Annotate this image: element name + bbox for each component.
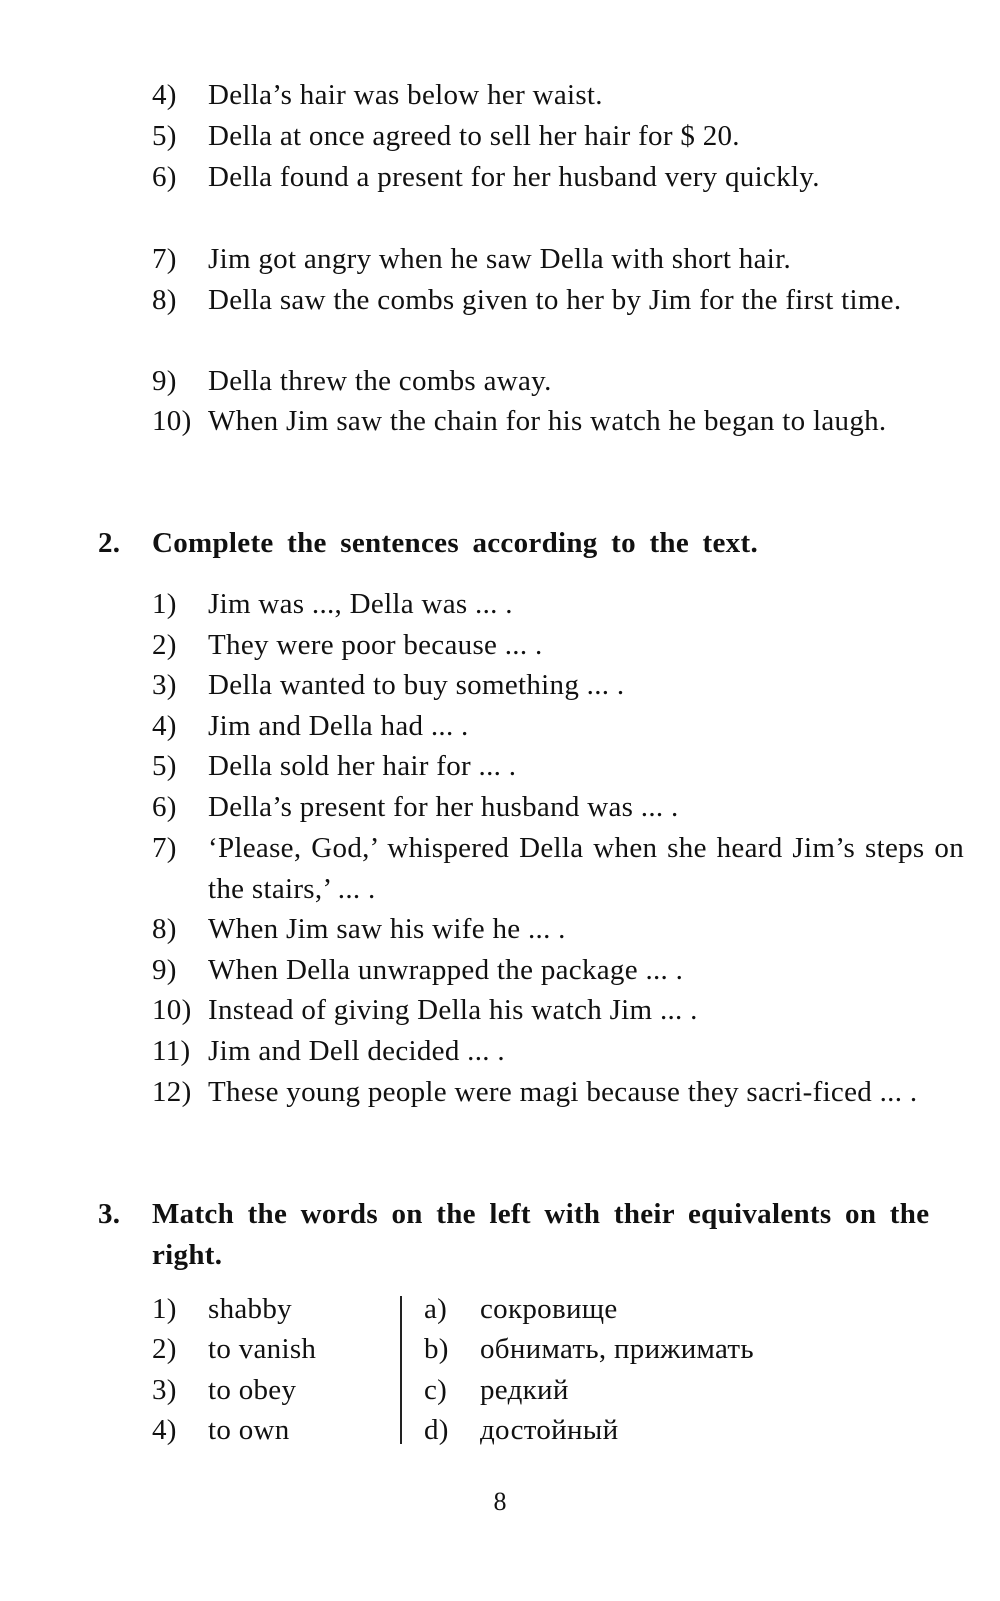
list-item [152, 75, 964, 116]
item-number: 9) [152, 365, 177, 397]
list-item [152, 401, 964, 442]
item-text: Instead of giving Della his watch Jim ... . [208, 994, 698, 1026]
exercise-number: 3. [98, 1198, 121, 1230]
item-text: to obey [208, 1374, 297, 1406]
list-item [152, 787, 964, 828]
item-number: 8) [152, 284, 177, 316]
match-right-item [424, 1370, 964, 1411]
item-number: 1) [152, 1293, 177, 1325]
match-left-item [152, 1410, 402, 1451]
item-letter: c) [424, 1374, 448, 1406]
item-text: обнимать, прижимать [480, 1333, 754, 1365]
list-item [152, 1031, 964, 1072]
list-item [152, 950, 964, 991]
match-right-item [424, 1410, 964, 1451]
list-item [152, 361, 964, 402]
list-item [152, 625, 964, 666]
item-number: 6) [152, 791, 177, 823]
list-item [152, 665, 964, 706]
list-item [152, 584, 964, 625]
list-item [152, 239, 964, 280]
item-number: 7) [152, 832, 177, 864]
item-text: Della’s present for her husband was ... . [208, 791, 679, 823]
item-text: Della sold her hair for ... . [208, 750, 517, 782]
exercise-number: 2. [98, 527, 121, 559]
item-text: to own [208, 1414, 290, 1446]
item-number: 3) [152, 1374, 177, 1406]
item-text: Jim was ..., Della was ... . [208, 588, 513, 620]
match-left-item [152, 1289, 402, 1330]
item-text: Jim and Dell decided ... . [208, 1035, 505, 1067]
exercise-title: Match the words on the left with their equivalents on the right. [152, 1198, 930, 1271]
item-number: 10) [152, 994, 192, 1026]
item-text: Della saw the combs given to her by Jim for the first time. [208, 284, 902, 316]
item-text: Della threw the combs away. [208, 365, 552, 397]
item-text: When Jim saw his wife he ... . [208, 913, 566, 945]
list-item [152, 990, 964, 1031]
item-text: Della found a present for her husband very quickly. [208, 161, 820, 193]
item-letter: a) [424, 1293, 448, 1325]
item-text: Jim and Della had ... . [208, 710, 469, 742]
match-left-item [152, 1370, 402, 1411]
item-number: 2) [152, 629, 177, 661]
item-text: shabby [208, 1293, 292, 1325]
item-number: 9) [152, 954, 177, 986]
item-text: When Della unwrapped the package ... . [208, 954, 684, 986]
item-number: 12) [152, 1076, 192, 1108]
item-number: 11) [152, 1035, 191, 1067]
column-divider [400, 1296, 402, 1444]
item-number: 1) [152, 588, 177, 620]
list-item [152, 116, 964, 157]
item-text: сокровище [480, 1293, 618, 1325]
list-item [152, 1072, 964, 1113]
item-number: 4) [152, 710, 177, 742]
item-text: Della wanted to buy something ... . [208, 669, 625, 701]
item-number: 8) [152, 913, 177, 945]
item-letter: b) [424, 1333, 449, 1365]
list-item [152, 706, 964, 747]
item-letter: d) [424, 1414, 449, 1446]
exercise-title: Complete the sentences according to the text. [152, 527, 758, 559]
item-text: достойный [480, 1414, 619, 1446]
list-item [152, 157, 964, 198]
item-number: 3) [152, 669, 177, 701]
list-item [152, 280, 964, 321]
list-item [152, 746, 964, 787]
list-item [152, 909, 964, 950]
item-number: 5) [152, 750, 177, 782]
exercise-heading [98, 523, 964, 564]
item-text: They were poor because ... . [208, 629, 543, 661]
item-number: 5) [152, 120, 177, 152]
item-text: Della at once agreed to sell her hair for $ 20. [208, 120, 740, 152]
match-right-item [424, 1289, 964, 1330]
match-right-item [424, 1329, 964, 1370]
item-number: 10) [152, 405, 192, 437]
item-text: These young people were magi because they sacri-ficed ... . [208, 1076, 918, 1108]
item-text: Della’s hair was below her waist. [208, 79, 603, 111]
item-number: 4) [152, 1414, 177, 1446]
item-text: ‘Please, God,’ whispered Della when she heard Jim’s steps on the stairs,’ ... . [208, 832, 964, 905]
item-text: to vanish [208, 1333, 317, 1365]
list-item [152, 828, 964, 910]
item-number: 6) [152, 161, 177, 193]
item-text: When Jim saw the chain for his watch he began to laugh. [208, 405, 887, 437]
item-text: редкий [480, 1374, 569, 1406]
match-left-item [152, 1329, 402, 1370]
item-number: 4) [152, 79, 177, 111]
item-text: Jim got angry when he saw Della with short hair. [208, 243, 792, 275]
page-number: 8 [493, 1487, 507, 1516]
item-number: 7) [152, 243, 177, 275]
exercise-heading [98, 1194, 964, 1276]
item-number: 2) [152, 1333, 177, 1365]
